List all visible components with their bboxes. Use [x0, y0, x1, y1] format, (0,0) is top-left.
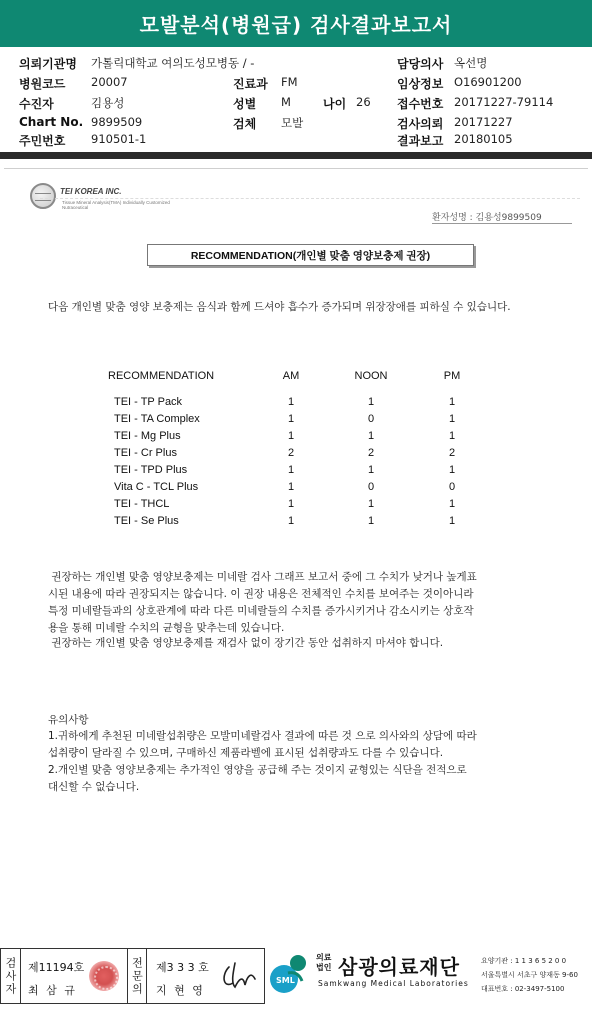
dose-pm: 1 — [448, 413, 456, 425]
field-value-receipt-no: 20171227-79114 — [454, 95, 554, 109]
tester-label: 검사자 — [4, 956, 17, 996]
field-value-patient: 김용성 — [91, 96, 125, 110]
table-header-noon: NOON — [354, 370, 388, 382]
specialist-license: 제3 3 3 호 — [156, 961, 209, 974]
caution-line: 특정 미네랄들과의 상호관계에 따라 다른 미네랄들의 수치를 증가시키거나 감소시키는 상호작 — [48, 605, 474, 617]
org-prefix-line: 법인 — [316, 963, 332, 972]
table-row — [108, 447, 478, 464]
supplement-name: TEI - TPD Plus — [114, 464, 188, 476]
dose-pm: 2 — [448, 447, 456, 459]
sml-logo-icon — [268, 951, 312, 995]
dose-pm: 0 — [448, 481, 456, 493]
contact-line: 서울특별시 서초구 양재동 9-60 — [481, 971, 578, 979]
supplement-name: TEI - Cr Plus — [114, 447, 177, 459]
org-prefix-line: 의료 — [316, 953, 332, 962]
seal-stamp-icon — [89, 961, 119, 991]
field-label-request-date: 검사의뢰 — [397, 117, 444, 131]
recommendation-title-box — [147, 244, 474, 266]
field-label-department: 진료과 — [233, 77, 268, 91]
contact-line: 대표번호 : 02-3497-5100 — [481, 985, 565, 993]
dose-pm: 1 — [448, 396, 456, 408]
dose-noon: 0 — [367, 481, 375, 493]
field-value-chart-no: 9899509 — [91, 115, 143, 129]
patient-name-line: 환자성명 : 김용성9899509 — [432, 213, 542, 223]
field-label-doctor: 담당의사 — [397, 57, 444, 71]
dose-noon: 1 — [367, 396, 375, 408]
field-value-hospital: 가톨릭대학교 여의도성모병동 / - — [91, 56, 255, 70]
notes-heading: 유의사항 — [48, 714, 89, 726]
tei-korea-logo — [30, 183, 170, 217]
dose-am: 2 — [287, 447, 295, 459]
table-header-am: AM — [282, 370, 300, 382]
contact-line: 요양기관 : 1 1 3 6 5 2 0 0 — [481, 957, 567, 965]
header-dashed-rule — [40, 198, 580, 199]
table-row — [108, 396, 478, 413]
dose-noon: 1 — [367, 464, 375, 476]
logo-tagline: Tissue Mineral Analysis(TMA) Individually Customized Nutraceutical — [62, 200, 170, 210]
caution-line: 시된 내용에 따라 권장되지는 않습니다. 이 권장 내용은 전체적인 수치를 보여주는 것이아니라 — [48, 588, 474, 600]
field-value-clinical-info: O16901200 — [454, 75, 522, 89]
caution-line: 권장하는 개인별 맞춤 영양보충제는 미네랄 검사 그래프 보고서 중에 그 수치가 낮거나 높게표 — [48, 571, 477, 583]
field-label-report-date: 결과보고 — [397, 134, 444, 148]
caution-line: 용을 통해 미네랄 수치의 균형을 맞추는데 있습니다. — [48, 622, 285, 634]
dose-noon: 1 — [367, 430, 375, 442]
table-row — [108, 464, 478, 481]
supplement-name: TEI - TP Pack — [114, 396, 183, 408]
dose-am: 1 — [287, 464, 295, 476]
page-title: 모발분석(병원급) 검사결과보고서 — [139, 13, 453, 37]
dose-am: 1 — [287, 498, 295, 510]
globe-icon — [30, 183, 56, 209]
field-value-specimen: 모발 — [281, 116, 304, 130]
field-value-request-date: 20171227 — [454, 115, 513, 129]
field-label-resident-no: 주민번호 — [19, 134, 66, 148]
field-value-report-date: 20180105 — [454, 132, 513, 146]
table-header-pm: PM — [443, 370, 461, 382]
supplement-name: TEI - Se Plus — [114, 515, 179, 527]
specialist-label: 전문의 — [130, 956, 144, 996]
specialist-name: 지 현 영 — [156, 984, 205, 997]
field-label-age: 나이 — [323, 97, 347, 111]
note-line: 대신할 수 없습니다. — [48, 781, 140, 793]
specialist-vertical-label — [127, 949, 147, 1003]
note-line: 1.귀하에게 추천된 미네랄섭취량은 모발미네랄검사 결과에 따른 것 으로 의사와의 상담에 따라 — [48, 730, 477, 742]
signature-box — [0, 948, 265, 1004]
dose-pm: 1 — [448, 464, 456, 476]
field-label-receipt-no: 접수번호 — [397, 97, 444, 111]
supplement-name: Vita C - TCL Plus — [114, 481, 199, 493]
dose-am: 1 — [287, 430, 295, 442]
dose-am: 1 — [287, 396, 295, 408]
notes-list — [48, 728, 578, 796]
contact-info — [481, 954, 578, 996]
field-value-department: FM — [281, 75, 298, 89]
recommendation-title: RECOMMENDATION(개인별 맞춤 영양보충제 권장) — [190, 249, 431, 262]
patient-info-panel — [0, 47, 592, 147]
caution-paragraph — [48, 569, 568, 637]
note-line: 섭취량이 달라질 수 있으며, 구매하신 제품라벨에 표시된 섭취량과도 다를 수 있습니다. — [48, 747, 444, 759]
note-line: 2.개인별 맞춤 영양보충제는 추가적인 영양을 공급해 주는 것이지 균형있는 식단을 전적으로 — [48, 764, 467, 776]
scanned-report-sheet — [4, 168, 588, 943]
field-label-chart-no: Chart No. — [19, 115, 84, 129]
no-long-term-notice: 권장하는 개인별 맞춤 영양보충제를 재검사 없이 장기간 동안 섭취하지 마셔야 합니다. — [48, 637, 444, 649]
foundation-name: 삼광의료재단 — [338, 955, 460, 979]
section-divider — [0, 152, 592, 159]
dose-noon: 2 — [367, 447, 375, 459]
tester-name: 최 삼 규 — [28, 984, 77, 997]
table-row — [108, 481, 478, 498]
field-label-sex: 성별 — [233, 97, 257, 111]
org-prefix — [316, 953, 336, 973]
tester-license: 제11194호 — [28, 961, 85, 974]
dose-pm: 1 — [448, 430, 456, 442]
dose-am: 1 — [287, 515, 295, 527]
table-header-row — [108, 370, 478, 387]
logo-brand: TEI KOREA INC. — [60, 187, 122, 196]
table-header-recommendation: RECOMMENDATION — [108, 370, 215, 382]
dose-noon: 0 — [367, 413, 375, 425]
table-row — [108, 515, 478, 532]
field-label-specimen: 검체 — [233, 117, 257, 131]
sml-badge: SML — [276, 976, 295, 985]
table-row — [108, 430, 478, 447]
supplement-name: TEI - THCL — [114, 498, 170, 510]
field-label-hospital-code: 병원코드 — [19, 77, 66, 91]
intro-paragraph: 다음 개인별 맞춤 영양 보충제는 음식과 함께 드셔야 흡수가 증가되며 위장장애를 피하실 수 있습니다. — [48, 301, 511, 313]
supplement-name: TEI - TA Complex — [114, 413, 200, 425]
field-label-patient: 수진자 — [19, 97, 54, 111]
report-header — [0, 0, 592, 47]
dose-am: 1 — [287, 481, 295, 493]
patient-name-underline — [432, 223, 572, 224]
field-value-resident-no: 910501-1 — [91, 132, 147, 146]
field-value-age: 26 — [356, 95, 371, 109]
supplement-name: TEI - Mg Plus — [114, 430, 181, 442]
table-row — [108, 413, 478, 430]
table-row — [108, 498, 478, 515]
dose-noon: 1 — [367, 498, 375, 510]
field-label-clinical-info: 임상정보 — [397, 77, 444, 91]
dose-am: 1 — [287, 413, 295, 425]
field-value-hospital-code: 20007 — [91, 75, 128, 89]
signature-icon — [219, 957, 259, 995]
foundation-name-en: Samkwang Medical Laboratories — [318, 979, 469, 988]
dose-noon: 1 — [367, 515, 375, 527]
field-value-doctor: 옥선명 — [454, 56, 488, 70]
tester-vertical-label — [1, 949, 21, 1003]
dose-pm: 1 — [448, 498, 456, 510]
field-value-sex: M — [281, 95, 291, 109]
dose-pm: 1 — [448, 515, 456, 527]
field-label-hospital: 의뢰기관명 — [19, 57, 77, 71]
